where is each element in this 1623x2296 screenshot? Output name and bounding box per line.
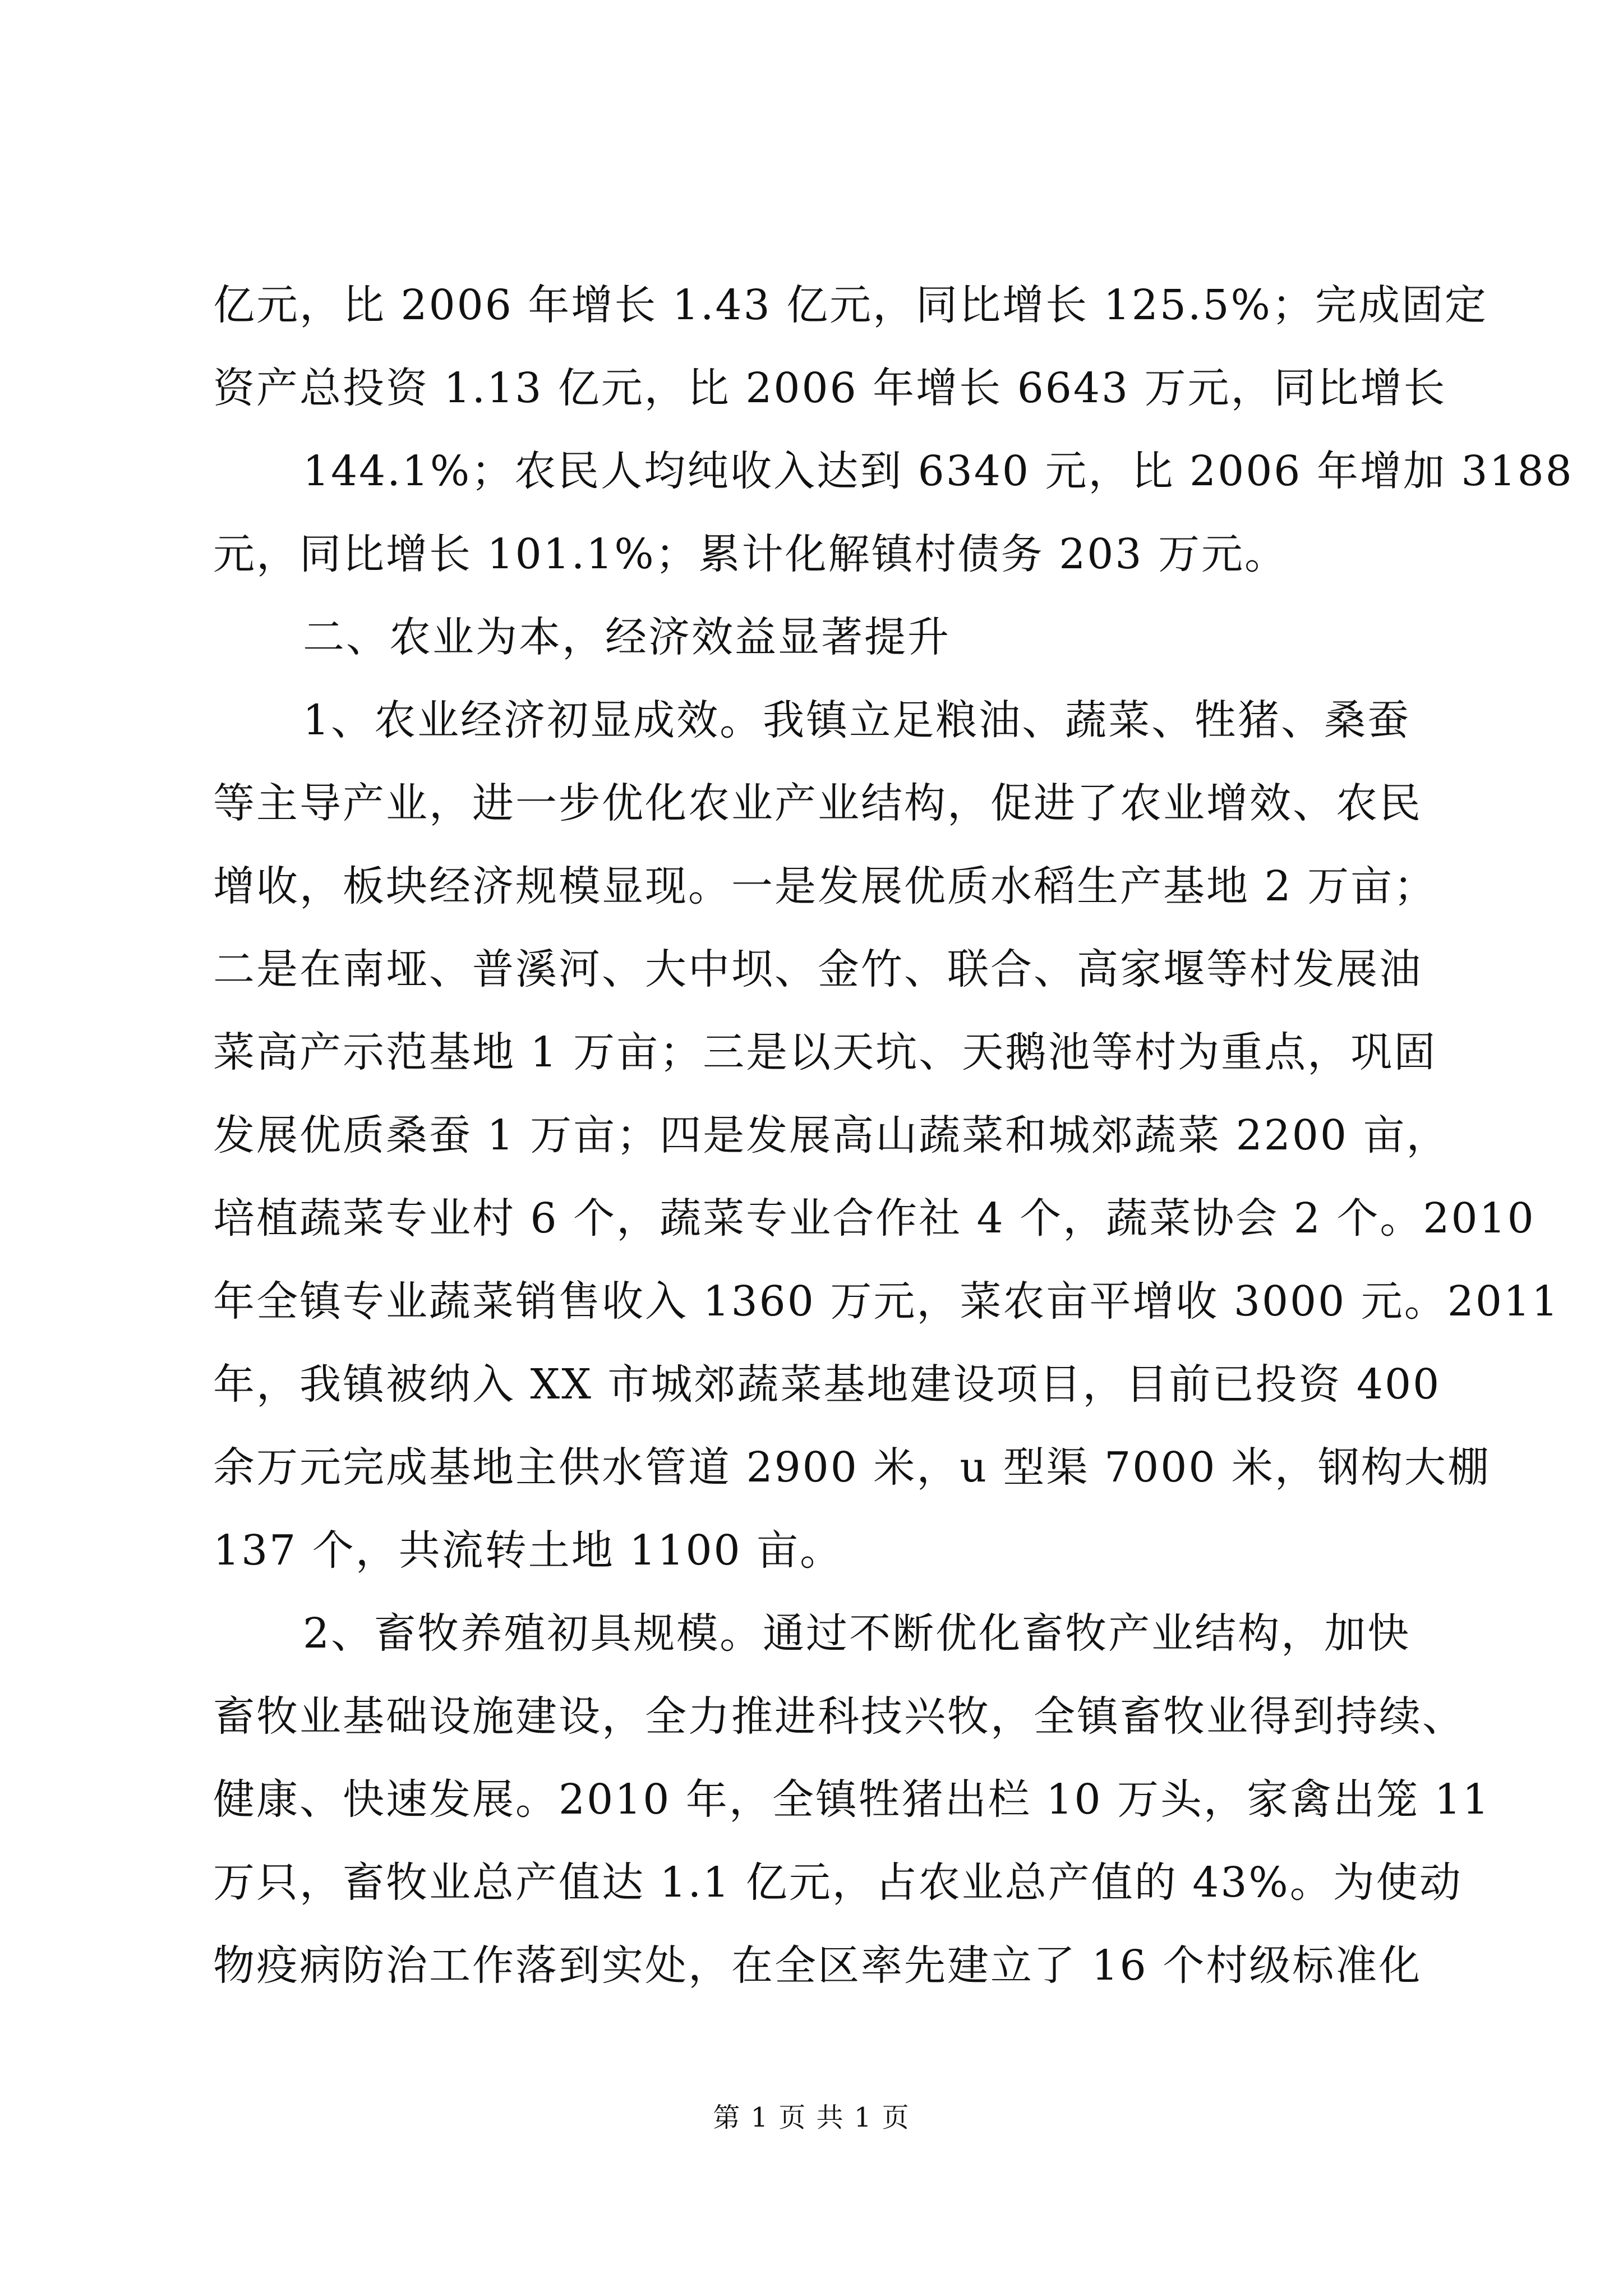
page-footer xyxy=(0,2101,1623,2134)
page-number: 第 1 页 共 1 页 xyxy=(713,2102,910,2133)
text-line-18: 畜牧业基础设施建设，全力推进科技兴牧，全镇畜牧业得到持续、 xyxy=(213,1692,1465,1741)
text-line-7: 等主导产业，进一步优化农业产业结构，促进了农业增效、农民 xyxy=(213,779,1422,827)
text-line-6: 1、农业经济初显成效。我镇立足粮油、蔬菜、牲猪、桑蚕 xyxy=(303,696,1411,744)
document-body xyxy=(213,264,1574,2007)
text-line-19: 健康、快速发展。2010 年，全镇牲猪出栏 10 万头，家禽出笼 11 xyxy=(213,1775,1491,1824)
text-line-16: 137 个，共流转土地 1100 亩。 xyxy=(213,1526,843,1575)
text-line-1: 亿元，比 2006 年增长 1.43 亿元，同比增长 125.5%；完成固定 xyxy=(213,281,1488,329)
section-heading: 二、农业为本，经济效益显著提升 xyxy=(303,613,951,661)
text-line-13: 年全镇专业蔬菜销售收入 1360 万元，菜农亩平增收 3000 元。2011 xyxy=(213,1277,1560,1326)
text-line-10: 菜高产示范基地 1 万亩；三是以天坑、天鹅池等村为重点，巩固 xyxy=(213,1028,1437,1076)
text-line-3: 144.1%；农民人均纯收入达到 6340 元，比 2006 年增加 3188 xyxy=(303,447,1574,495)
text-line-12: 培植蔬菜专业村 6 个，蔬菜专业合作社 4 个，蔬菜协会 2 个。2010 xyxy=(213,1194,1536,1243)
text-line-8: 增收，板块经济规模显现。一是发展优质水稻生产基地 2 万亩； xyxy=(213,862,1437,910)
text-line-20: 万只，畜牧业总产值达 1.1 亿元，占农业总产值的 43%。为使动 xyxy=(213,1858,1463,1907)
text-line-14: 年，我镇被纳入 XX 市城郊蔬菜基地建设项目，目前已投资 400 xyxy=(213,1360,1441,1409)
text-line-15: 余万元完成基地主供水管道 2900 米，u 型渠 7000 米，钢构大棚 xyxy=(213,1443,1491,1492)
text-line-4: 元，同比增长 101.1%；累计化解镇村债务 203 万元。 xyxy=(213,530,1288,578)
text-line-17: 2、畜牧养殖初具规模。通过不断优化畜牧产业结构，加快 xyxy=(303,1609,1411,1658)
text-line-9: 二是在南垭、普溪河、大中坝、金竹、联合、高家堰等村发展油 xyxy=(213,945,1422,993)
text-line-2: 资产总投资 1.13 亿元，比 2006 年增长 6643 万元，同比增长 xyxy=(213,364,1447,412)
text-line-21: 物疫病防治工作落到实处，在全区率先建立了 16 个村级标准化 xyxy=(213,1941,1422,1990)
text-line-11: 发展优质桑蚕 1 万亩；四是发展高山蔬菜和城郊蔬菜 2200 亩， xyxy=(213,1111,1450,1159)
